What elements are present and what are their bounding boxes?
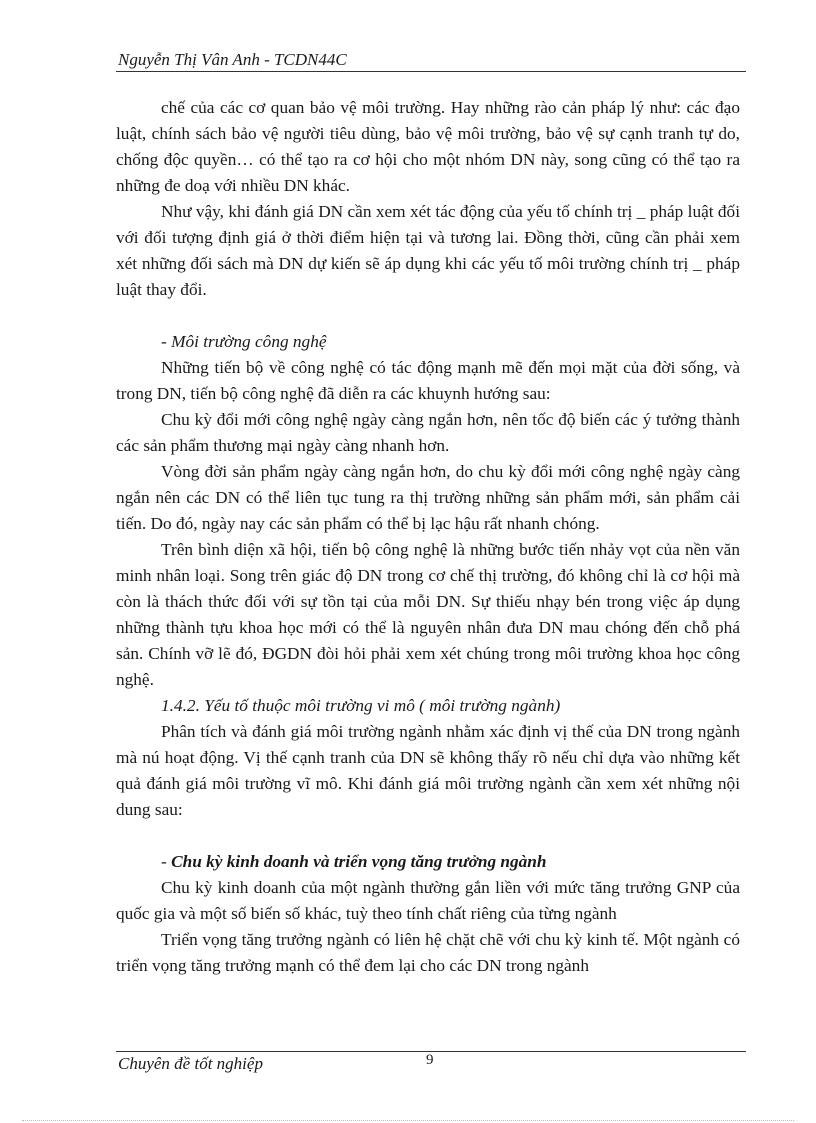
- paragraph: Trên bình diện xã hội, tiến bộ công nghệ là những bước tiến nhảy vọt của nền văn minh nhân loại. Song trên giác độ DN trong cơ chế thị trường, đó không chỉ là cơ hội mà còn là thách thức đối với sự tồn tại của mỗi DN. Sự thiếu nhạy bén trong việc áp dụng những thành tựu khoa học mới có thể là nguyên nhân đưa DN mau chóng đến chỗ phá sản. Chính vỡ lẽ đó, ĐGDN đòi hỏi phải xem xét chúng trong môi trường khoa học công nghệ.: [116, 540, 740, 689]
- heading-dash: -: [161, 852, 172, 871]
- subsection-heading: 1.4.2. Yếu tố thuộc môi trường vi mô ( môi trường ngành): [161, 696, 561, 715]
- page-number: 9: [426, 1052, 434, 1068]
- spacer: [116, 823, 740, 849]
- section-label-technology: - Môi trường công nghệ: [161, 332, 327, 351]
- footer-label: Chuyên đề tốt nghiệp: [118, 1054, 263, 1073]
- page-header-author: Nguyễn Thị Vân Anh - TCDN44C: [118, 50, 347, 69]
- paragraph: Chu kỳ kinh doanh của một ngành thường gắn liền với mức tăng trưởng GNP của quốc gia và một số biến số khác, tuỳ theo tính chất riêng của từng ngành: [116, 878, 740, 923]
- bold-section-heading: [116, 849, 740, 875]
- paragraph: Triển vọng tăng trưởng ngành có liên hệ chặt chẽ với chu kỳ kinh tế. Một ngành có triển vọng tăng trưởng mạnh có thể đem lại cho các DN trong ngành: [116, 930, 740, 975]
- paragraph: Chu kỳ đổi mới công nghệ ngày càng ngắn hơn, nên tốc độ biến các ý tưởng thành các sản phẩm thương mại ngày càng nhanh hơn.: [116, 410, 740, 455]
- paragraph: Phân tích và đánh giá môi trường ngành nhằm xác định vị thế của DN trong ngành mà nú hoạt động. Vị thế cạnh tranh của DN sẽ không thấy rõ nếu chỉ dựa vào những kết quả đánh giá môi trường vĩ mô. Khi đánh giá môi trường ngành cần xem xét những nội dung sau:: [116, 722, 740, 819]
- page-body: [116, 95, 740, 979]
- paragraph: Vòng đời sản phẩm ngày càng ngắn hơn, do chu kỳ đổi mới công nghệ ngày càng ngắn nên các DN có thể liên tục tung ra thị trường những sản phẩm mới, sản phẩm cải tiến. Do đó, ngày nay các sản phẩm có thể bị lạc hậu rất nhanh chóng.: [116, 462, 740, 533]
- paragraph: Như vậy, khi đánh giá DN cần xem xét tác động của yếu tố chính trị _ pháp luật đối với đối tượng định giá ở thời điểm hiện tại và tương lai. Đồng thời, cũng cần phải xem xét những đối sách mà DN dự kiến sẽ áp dụng khi các yếu tố môi trường chính trị _ pháp luật thay đổi.: [116, 202, 740, 299]
- page-edge-dotted-line: [22, 1120, 794, 1121]
- heading-text: Chu kỳ kinh doanh và triển vọng tăng trưởng ngành: [171, 852, 547, 871]
- header-rule: [116, 71, 746, 72]
- spacer: [116, 303, 740, 329]
- paragraph: Những tiến bộ về công nghệ có tác động mạnh mẽ đến mọi mặt của đời sống, và trong DN, tiến bộ công nghệ đã diễn ra các khuynh hướng sau:: [116, 358, 740, 403]
- paragraph: chế của các cơ quan bảo vệ môi trường. Hay những rào cản pháp lý như: các đạo luật, chính sách bảo vệ người tiêu dùng, bảo vệ môi trường, bảo vệ sự cạnh tranh tự do, chống độc quyền… có thể tạo ra cơ hội cho một nhóm DN này, song cũng có thể tạo ra những đe doạ với nhiều DN khác.: [116, 98, 740, 195]
